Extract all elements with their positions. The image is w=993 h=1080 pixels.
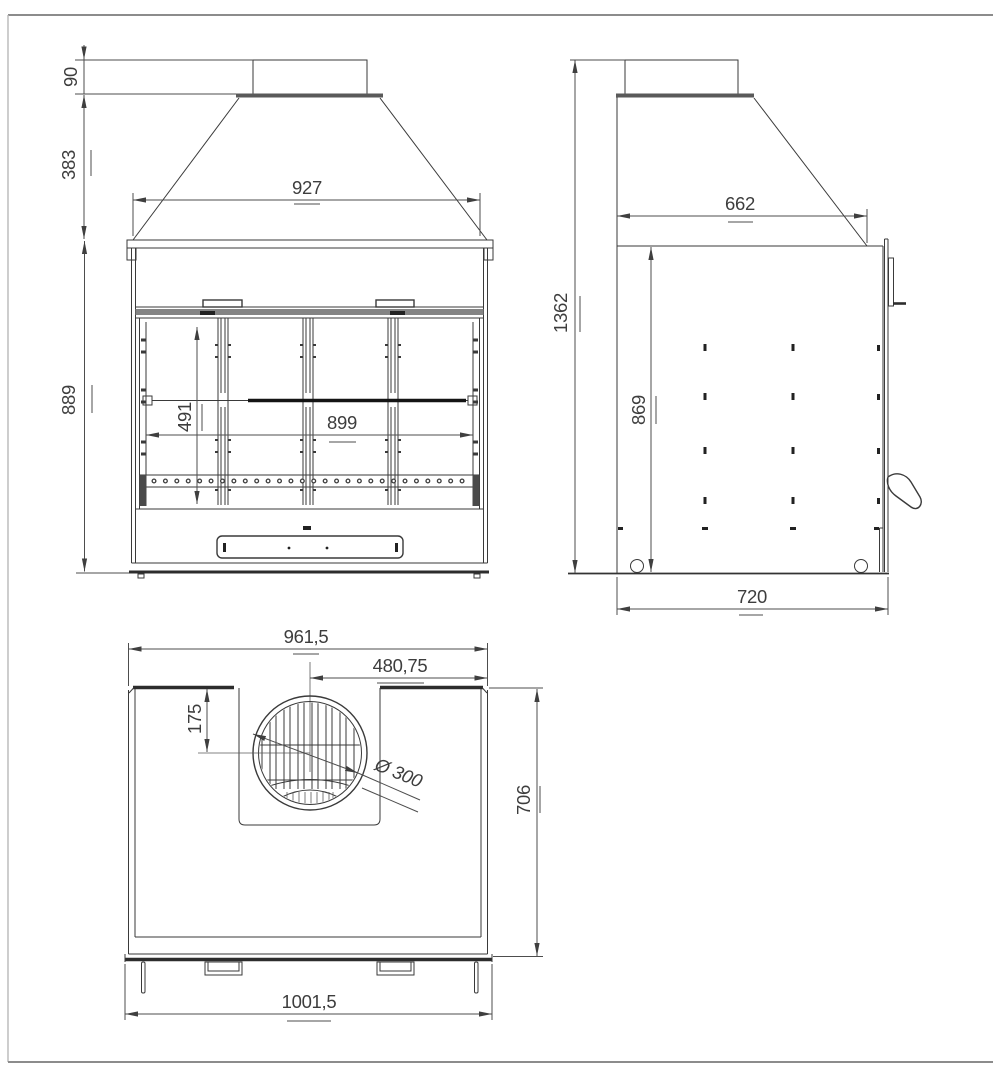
- top-view: [125, 626, 543, 1021]
- side-slots: [618, 344, 880, 530]
- shelf-tab-left: [203, 300, 242, 307]
- top-rim: [127, 240, 493, 248]
- dim-base-depth: 720: [737, 586, 767, 607]
- dim-chimney-height: 90: [59, 67, 81, 87]
- front-view: [58, 45, 493, 578]
- hood-slope-left: [133, 98, 239, 240]
- dim-body-depth: 706: [512, 785, 534, 815]
- dim-overall-width: 1001,5: [281, 991, 337, 1012]
- dim-body-width: 961,5: [283, 626, 329, 647]
- dim-side-body-height: 869: [627, 395, 649, 425]
- front-notch-right: [377, 962, 414, 975]
- dim-opening-height: 491: [173, 402, 195, 432]
- dim-flue-diameter: Ø 300: [371, 753, 426, 792]
- door-handle: [887, 474, 921, 509]
- chimney-outline-side: [625, 60, 738, 94]
- hood-slope-side: [754, 98, 867, 246]
- dim-hood-width: 927: [292, 177, 322, 198]
- side-dimensions: [550, 60, 888, 615]
- side-view: [550, 60, 921, 615]
- top-dimensions: [125, 626, 543, 1021]
- shelf-band: [136, 309, 484, 315]
- mount-hole-left: [631, 560, 644, 573]
- front-pin-right: [475, 962, 479, 993]
- door-edge: [880, 239, 922, 572]
- hood-slope-right: [380, 98, 487, 240]
- chimney-outline: [253, 60, 367, 94]
- dim-hood-height: 383: [57, 150, 79, 180]
- hinge-plate: [889, 258, 894, 306]
- front-notch-left: [205, 962, 242, 975]
- ash-drawer-plate: [217, 536, 403, 558]
- dim-flue-center-offset: 480,75: [372, 655, 428, 676]
- shelf-tab-right: [376, 300, 414, 307]
- divider-rails: [215, 318, 401, 505]
- front-pin-left: [142, 962, 146, 993]
- dim-opening-width: 899: [327, 412, 357, 433]
- dim-overall-height: 1362: [549, 293, 571, 333]
- dim-body-height: 889: [57, 385, 79, 415]
- sheet-border: [8, 15, 993, 1062]
- dim-hood-depth: 662: [725, 193, 755, 214]
- dim-flue-setback: 175: [183, 704, 205, 734]
- mount-hole-right: [855, 560, 868, 573]
